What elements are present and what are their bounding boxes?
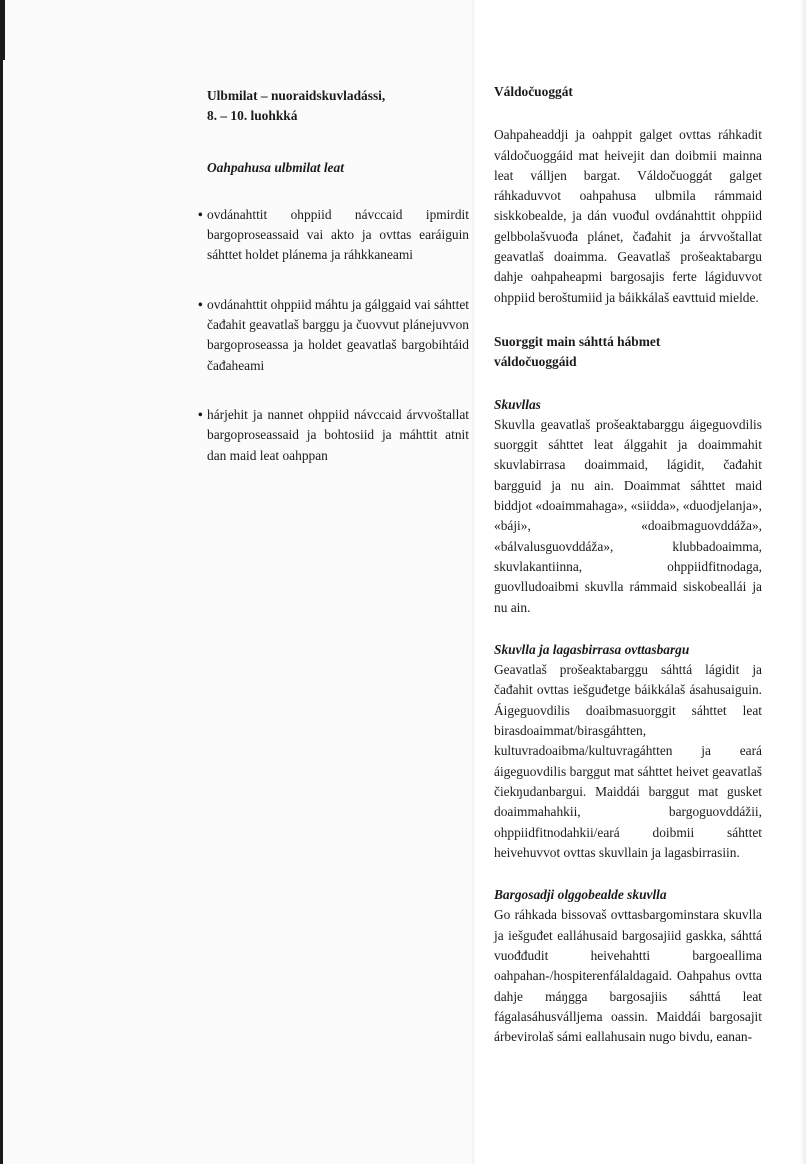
subsection-text-school: Skuvlla geavatlaš prošeaktabarggu áigeguovdilis suorggit sáhttet leat álggahit ja doaimmahit skuvlabirrasa doaimmaid, lágidit, čađahit bargguid ja nu ain. Doaimmat sáhttet maid biddjot «doaimmahaga», «siidda», «duodjelanja», «báji», «doaibmaguovddáža», «bálvalusguovddáža», klubbadoaimma, skuvlakantiinna, ohppiidfitnodaga, guovlludoaibmi skuvlla rámmaid siskobeallái ja nu ain. (494, 416, 762, 615)
areas-heading (494, 332, 762, 373)
subsection-text-workplace: Go ráhkada bissovaš ovttasbargominstara skuvlla ja iešguđet ealláhusaid bargosajiid gaskka, sáhttá vuođđudit heivehahtti bargoeallima oahpahan-/hospiterenfálaldagaid. Oahpahus ovtta dahje máŋgga bargosajiis sáhttá leat fágalasáhusválljema oassin. Maiddái bargosajit árbevirolaš sámi eallahusain nugo bivdu, eanan- (494, 907, 762, 1045)
goal-item (198, 205, 469, 266)
goals-subtitle: Oahpahusa ulbmilat leat (207, 159, 344, 175)
goal-item (198, 405, 469, 466)
bullet-icon: • (198, 206, 203, 222)
title-line-1: Ulbmilat – nuoraidskuvladássi, (207, 88, 386, 103)
page-title (207, 86, 469, 127)
areas-heading-line-1: Suorggit main sáhttá hábmet (494, 333, 661, 349)
subsection-title-workplace: Bargosadji olggobealde skuvlla (494, 887, 667, 903)
subsection-title-cooperation: Skuvlla ja lagasbirrasa ovttasbargu (494, 641, 690, 657)
subsection-title-school: Skuvllas (494, 396, 541, 412)
title-line-2: 8. – 10. luohkká (207, 108, 298, 124)
left-column (198, 86, 469, 495)
goal-text: ovdánahttit ohppiid máhtu ja gálggaid vai sáhttet čađahit geavatlaš barggu ja čuovvut plánejuvvon bargoproseassa ja holdet geavatlaš bargobihtáid čađaheami (207, 296, 469, 373)
right-page-shadow (800, 0, 806, 1164)
main-points-heading: Váldočuoggát (494, 84, 573, 99)
goals-list (198, 205, 469, 466)
main-points-intro: Oahpaheaddji ja oahppit galget ovttas ráhkadit váldočuoggáid mat heivejit dan doibmii mainna leat válljen bargat. Váldočuoggát galget ráhkaduvvot oahpahusa ulbmila rámmaid siskkobealde, ja dán vuođul ovdánahttit ohppiid gelbbolašvuođa plánet, čađahit ja árvvoštallat geavatlaš doaimma. Geavatlaš prošeaktabargu dahje oahpaheapmi bargosajis ferte lágiduvvot ohppiid beroštumiid ja báikkálaš eavttuid mielde. (494, 127, 762, 305)
goal-item (198, 295, 469, 376)
areas-heading-line-2: váldočuoggáid (494, 354, 577, 370)
scan-edge (0, 0, 3, 1164)
right-column (494, 82, 762, 1047)
scan-edge-mark (3, 0, 5, 60)
subsection-text-cooperation: Geavatlaš prošeaktabarggu sáhttá lágidit ja čađahit ovttas iešguđetge báikkálaš ásahusaiguin. Áigeguovdilis doaibmasuorggit sáhttet leat birasdoaimmat/birasgáhtten, kultuvradoaibma/kultuvragáhtten ja eará áigeguovdilis barggut mat sáhttet heivet geavatlaš čiekŋudanbargui. Maiddái barggut mat gusket doaimmahahkii, bargoguovddážii, ohppiidfitnodahkii/eará doibmii sáhttet heivehuvvot ovttas skuvllain ja lagasbirrasiin. (494, 662, 762, 860)
goal-text: ovdánahttit ohppiid návccaid ipmirdit bargoproseassaid vai akto ja ovttas earáiguin sáhttet holdet plánema ja ráhkkaneami (207, 206, 469, 263)
bullet-icon: • (198, 406, 203, 422)
goal-text: hárjehit ja nannet ohppiid návccaid árvvoštallat bargoproseassaid ja bohtosiid ja máhttit atnit dan maid leat oahppan (207, 406, 469, 463)
bullet-icon: • (198, 296, 203, 312)
